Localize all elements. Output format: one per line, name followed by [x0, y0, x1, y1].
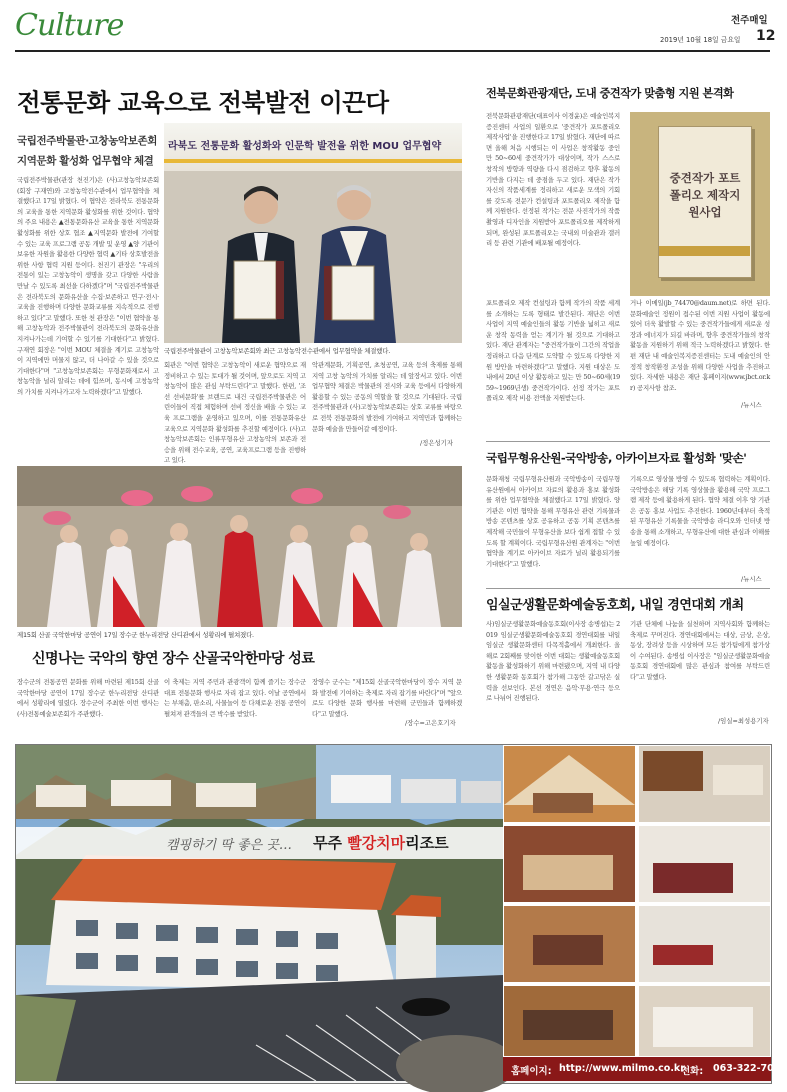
header-rule — [15, 50, 770, 52]
ad-name-highlight: 빨강치마 — [347, 834, 406, 852]
article4-body-col2: 기관 단체에 나눔을 실천하며 지역사회와 함께하는 축제로 꾸며진다. 경연대회에서는 대상, 금상, 은상, 동상, 장려상 등을 시상하며 모든 참가팀에게 참가상이 수여된다. 송병섭 이사장은 "임실군생활문화예술동호회 경연대회에 많은 관심과 참여를 부탁드린다"고 말했다. — [630, 620, 770, 681]
ad-phone-label: 전화: — [681, 1066, 704, 1077]
ad-name-prefix: 무주 — [313, 834, 348, 852]
newspaper-name: 전주매일 — [731, 15, 768, 26]
article3-headline: 국립무형유산원-국악방송, 아카이브자료 활성화 '맞손' — [486, 451, 747, 465]
article2-headline: 전북문화관광재단, 도내 중견작가 맞춤형 지원 본격화 — [486, 87, 734, 100]
article5-headline: 신명나는 국악의 향연 장수 산골국악한마당 성료 — [32, 651, 315, 667]
ad-web-label: 홈페이지: — [511, 1066, 552, 1077]
divider-right-1 — [486, 441, 770, 442]
ad-tagline: 캠핑하기 딱 좋은 곳… — [166, 838, 292, 853]
ad-contact-bar — [503, 1057, 787, 1081]
article2-byline: /뉴시스 — [741, 401, 762, 409]
article1-subhead-2: 지역문화 활성화 업무협약 체결 — [17, 155, 154, 167]
mou-people — [164, 171, 462, 343]
article4-byline: /임실=최성용기자 — [718, 717, 769, 725]
ad-name-suffix: 리조트 — [405, 834, 449, 852]
ad-main-photo — [16, 745, 503, 1081]
section-title: Culture — [15, 8, 124, 43]
mou-banner-stripe — [164, 159, 462, 163]
article4-headline: 임실군생활문화예술동호회, 내일 경연대회 개최 — [486, 598, 744, 613]
article5-body-col1: 장수군의 전통공연 문화를 위해 마련된 제15회 산골국악한마당 공연이 17일 장수군 한누리전당 산디관에서 성황리에 열렸다. 장수군이 주최한 이번 행사는 (사)전통예술보존회가 주관했다. — [17, 678, 159, 718]
article3-body-col1: 문화재청 국립무형유산원과 국악방송이 국립무형유산원에서 아카이브 자료의 활용과 홍보 활성화를 위한 업무협약을 체결했다고 17일 밝혔다. 양 기관은 이번 협약을 통해 무형유산 관련 기록물과 방송 콘텐츠를 상호 공유하고 공동 기획 콘텐츠를 제작해 국민들이 무형유산을 보다 쉽게 접할 수 있도록 할 계획이다. 국립무형유산원 관계자는 "이번 협약을 계기로 아카이브 자료가 널리 활용되기를 기대한다"고 말했다. — [486, 475, 620, 568]
dancers-scene — [17, 466, 462, 627]
ad-web-link[interactable]: http://www.milmo.co.kr — [559, 1063, 685, 1074]
article1-body-col1: 국립전주박물관(관장 천진기)은 (사)고창농악보존회(회장 구재연)와 고창농악전수관에서 업무협약을 체결했다고 17일 밝혔다. 이 협약은 전라북도 전통문화의 교육을 통한 지역문화 활성화를 위한 것이다. 협약의 주요 내용은 ▲전통문화유산 교육을 통한 지역문화 활성화를 위한 상호 협조 ▲지역문화 발전에 기여할 수 있는 교육 프로그램 공동 개발 및 운영 ▲양 기관이 보유한 자원을 활용한 다양한 협력 ▲기타 상호발전을 위한 사항 협력 지원 등이다. 천진기 관장은 "우리의 전통이 있는 고창농악이 생명을 갖고 다양한 사람을 만날 수 있도록 최선을 다하겠다"며 "국립전주박물관은 전라북도의 문화유산을 수집·보존하고 연구·전시·교육을 진행하며 다양한 문화교류를 지속적으로 진행하고 있다"고 말했다. 또한 천 관장은 "이번 협약을 통해 고창농악과 전주박물관이 전라북도의 문화유산을 지켜나가는데 기여할 수 있기를 기대한다"고 밝혔다. 구재연 회장은 "이번 MOU 체결을 계기로 고창농악이 지역에만 머물지 않고, 더 나아갈 수 있을 것으로 기대한다"며 "고창농악보존회는 무형문화재로서 고창농악을 널리 알리는 데에 힘쓰며, 동시에 고창농악의 가치를 지켜나가고자 노력하겠다"고 말했다. — [17, 176, 159, 396]
ad-interior-grid — [503, 745, 771, 1057]
article1-byline: /정은성기자 — [420, 439, 454, 447]
article1-photo — [164, 123, 462, 343]
divider-right-2 — [486, 588, 770, 589]
mou-banner-text: 라북도 전통문화 활성화와 인문학 발전을 위한 MOU 업무협약 — [168, 141, 442, 152]
issue-date: 2019년 10월 18일 금요일 — [660, 36, 741, 44]
book-title: 중견작가 포트폴리오 제작지원사업 — [669, 171, 741, 219]
ad-resort-name — [313, 832, 449, 853]
article5-byline: /장수=고은호기자 — [405, 719, 456, 727]
ad-frame — [15, 744, 787, 1084]
article5-caption: 제15회 산골 국악한마당 공연이 17일 장수군 한누리전당 산디관에서 성황리에 펼쳐졌다. — [17, 631, 254, 639]
article1-headline: 전통문화 교육으로 전북발전 이끈다 — [17, 88, 389, 117]
article2-body-col1: 전북문화관광재단(대표이사 이경윤)은 예술인복지증진센터 사업의 일환으로 '중견작가 포트폴리오 제작사업'을 진행한다고 17일 밝혔다. 재단에 따르면 올해 처음 시행되는 이 사업은 창작활동 중인 만 50~60세 중견작가가 대상이며, 작가 스스로 창작의 방향과 역량을 다시 점검하고 향후 활동의 기반을 다지는 데 중점을 두고 있다. 재단은 작가 자신의 작품세계를 정리하고 새로운 모색의 기회를 갖도록 전문가 컨설팅과 포트폴리오 제작을 함께 지원한다. 선정된 작가는 전문 사진작가의 작품 촬영과 디자인을 지원받아 포트폴리오를 제작하게 되며, 완성된 포트폴리오는 국내외 미술관과 갤러리 등 관련 기관에 배포될 예정이다. — [486, 112, 620, 248]
article2-book-photo — [630, 112, 770, 296]
article3-byline: /뉴시스 — [741, 575, 762, 583]
article3-body-col2: 기록으로 영상물 방영 수 있도록 협력하는 계획이다. 국악방송은 해당 기록 영상물을 활용해 국악 프로그램 제작 등에 활용하게 된다. 협약 체결 이후 양 기관은 공동 홍보 사업도 추진한다. 1960년대부터 축적된 무형유산 기록물을 국악방송 라디오와 인터넷 방송을 통해 소개하고, 무형유산에 대한 관심과 이해를 높일 예정이다. — [630, 475, 770, 547]
article5-body-col3: 장영수 군수는 "제15회 산골국악한마당이 장수 지역 문화 발전에 기여하는 축제로 자리 잡기를 바란다"며 "앞으로도 다양한 문화 행사를 마련해 군민들과 함께하겠다"고 말했다. — [312, 678, 462, 718]
article2-body-col2: 포트폴리오 제작 컨설팅과 함께 작가의 작품 세계를 소개하는 도록 형태로 발간된다. 재단은 이번 사업이 지역 예술인들의 활동 기반을 넓히고 새로운 창작 동력을 얻는 계기가 될 것으로 기대하고 있다. 재단 관계자는 "중견작가들이 그간의 작업을 정리하고 다음 단계로 도약할 수 있도록 다양한 지원 방안을 마련하겠다"고 말했다. 지원 대상은 도내에서 20년 이상 활동하고 있는 만 50~60세(1959~1969년생) 중견작가이다. 선정 작가는 포트폴리오 제작 비용 전액을 지원받는다. — [486, 299, 620, 403]
article1-body-col2: 회관은 "이번 협약은 고창농악이 새로운 협약으로 재정비하고 수 있는 토대가 될 것이며, 앞으로도 지역 고창농악이 많은 관심 부탁드린다"고 말했다. 한편, '조선 선비문화'를 브랜드로 내건 국립전주박물관은 어린이들이 직접 체험하며 선비 정신을 배울 수 있는 교육 프로그램을 운영하고 있으며, 이를 전통문화유산 교육으로 지역문화 활성화를 추진할 예정이다. (사)고창농악보존회는 인류무형유산 고창농악의 보존과 전승을 위해 전수교육, 공연, 교육프로그램 등을 진행하고 있다. — [164, 361, 306, 465]
article1-caption: 국립전주박물관이 고창농악보존회와 최근 고창농악전수관에서 업무협약을 체결했다. — [164, 347, 391, 355]
article2-body-col3: 거나 이메일(jb_74470@daum.net)로 하면 된다. 문화예술인 정원이 접수된 이번 지원 사업이 활동에 있어 더욱 활발할 수 있는 중견작가들에게 새로운 성장과 에너지가 되길 바라며, 향후 중견작가들의 창작활동을 지원하기 위해 적극 노력하겠다고 밝혔다. 한편 재단 내 예술인복지증진센터는 도내 예술인의 안정적 창작환경 조성을 위해 다양한 사업을 추진하고 있다. 자세한 내용은 재단 홈페이지(www.jbct.or.kr) 공지사항 참조. — [630, 299, 770, 392]
article5-body-col2: 이 축제는 지역 주민과 관광객이 함께 즐기는 장수군 대표 전통문화 행사로 자리 잡고 있다. 이날 공연에서는 부채춤, 판소리, 사물놀이 등 다채로운 전통 공연이 펼쳐져 관객들의 큰 박수를 받았다. — [164, 678, 306, 718]
article1-subhead-1: 국립전주박물관·고창농악보존회 — [17, 135, 157, 147]
article4-body-col1: 사)임실군생활문화예술동호회(이사장 송병섭)는 2019 임실군생활문화예술동호회 경연대회를 내일 임실군 생활문화센터 다목적홀에서 개최한다. 올해로 2회째를 맞이한 이번 대회는 생활예술동호회 활동을 활성화하기 위해 마련됐으며, 지역 내 다양한 생활문화 동호회가 참가해 그동안 갈고닦은 실력을 선보인다. 본선 경연은 음악·무용·연극 등으로 나뉘어 진행된다. — [486, 620, 620, 703]
article1-body-col3: 악관계문화, 기획공연, 초청공연, 교육 등의 축제를 통해 지역 고창 농악의 가치를 알리는 데 앞장서고 있다. 이번 업무협약 체결은 박물관의 전시와 교육 등에서 다양하게 활용할 수 있는 공동의 역할을 할 것으로 기대된다. 국립전주박물관과 (사)고창농악보존회는 상호 교류를 바탕으로 전북 전통문화의 발전에 기여하고 지역민과 함께하는 문화 예술을 만들어갈 예정이다. — [312, 361, 462, 433]
ad-phone: 063-322-7000 — [713, 1063, 787, 1074]
page-number: 12 — [756, 28, 776, 44]
book-cover-band — [659, 246, 750, 256]
article5-photo — [17, 466, 462, 627]
